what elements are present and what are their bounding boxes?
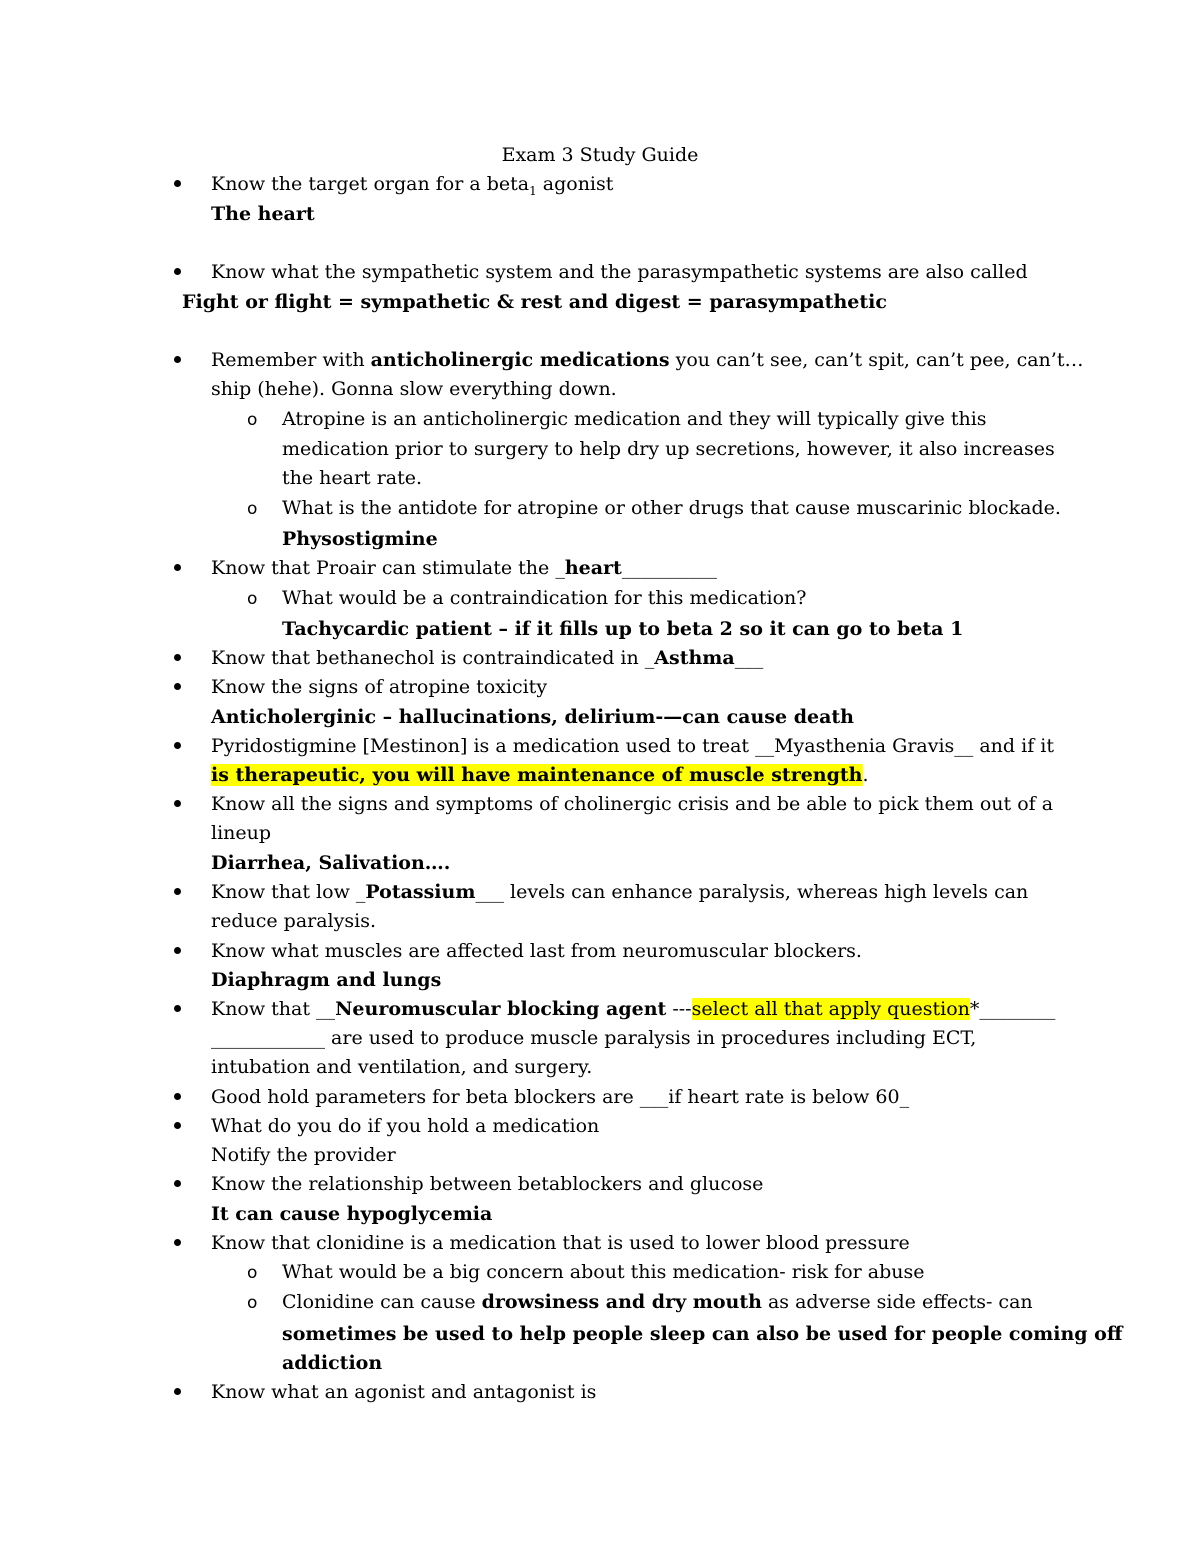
sub-list-item-continuation: the heart rate.: [282, 467, 423, 489]
list-item-continuation: intubation and ventilation, and surgery.: [211, 1056, 593, 1078]
list-item: Know what an agonist and antagonist is: [211, 1381, 597, 1403]
bullet-icon: [174, 937, 181, 967]
sub-list-item: Atropine is an anticholinergic medication and they will typically give this: [282, 408, 987, 430]
answer-text: Anticholerginic – hallucinations, delirium-—can cause death: [211, 706, 854, 728]
bullet-icon: [174, 1083, 181, 1113]
sub-bullet-icon: o: [247, 589, 258, 609]
answer-text: The heart: [211, 203, 315, 225]
list-item: What do you do if you hold a medication: [211, 1115, 600, 1137]
list-item: Remember with anticholinergic medications you can’t see, can’t spit, can’t pee, can’t…: [211, 349, 1084, 371]
list-item: Know the relationship between betablockers and glucose: [211, 1173, 764, 1195]
list-item: Know what muscles are affected last from neuromuscular blockers.: [211, 940, 862, 962]
bullet-icon: [174, 346, 181, 376]
list-item: Know that bethanechol is contraindicated in _Asthma___: [211, 647, 764, 669]
highlighted-text: select all that apply question: [691, 998, 970, 1020]
bullet-icon: [174, 995, 181, 1025]
bullet-icon: [174, 1170, 181, 1200]
list-item: Know that low _Potassium___ levels can enhance paralysis, whereas high levels can: [211, 881, 1029, 903]
list-item: Know what the sympathetic system and the parasympathetic systems are also called: [211, 261, 1028, 283]
sub-list-item: Clonidine can cause drowsiness and dry mouth as adverse side effects- can: [282, 1291, 1033, 1313]
list-item: Know all the signs and symptoms of cholinergic crisis and be able to pick them out of a: [211, 793, 1054, 815]
sub-bullet-icon: o: [247, 499, 258, 519]
answer-text: Physostigmine: [282, 528, 438, 550]
list-item: Know the target organ for a beta$_1$ agonist: [211, 173, 614, 198]
answer-text: sometimes be used to help people sleep can also be used for people coming off: [282, 1323, 1123, 1345]
bullet-icon: [174, 554, 181, 584]
bullet-icon: [174, 1229, 181, 1259]
list-item: Know the signs of atropine toxicity: [211, 676, 548, 698]
bullet-icon: [174, 170, 181, 200]
list-item: Know that __Neuromuscular blocking agent ---select all that apply question*________: [211, 998, 1056, 1020]
list-item: Know that clonidine is a medication that is used to lower blood pressure: [211, 1232, 910, 1254]
bullet-icon: [174, 258, 181, 288]
list-item: Know that Proair can stimulate the _heart__________: [211, 557, 717, 579]
sub-list-item: What is the antidote for atropine or other drugs that cause muscarinic blockade.: [282, 497, 1061, 519]
sub-bullet-icon: o: [247, 1263, 258, 1283]
answer-text: Notify the provider: [211, 1144, 396, 1166]
list-item-continuation: ____________ are used to produce muscle paralysis in procedures including ECT,: [211, 1027, 977, 1049]
list-item-continuation: ship (hehe). Gonna slow everything down.: [211, 378, 617, 400]
highlighted-text: is therapeutic, you will have maintenance of muscle strength: [211, 764, 863, 786]
bullet-icon: [174, 1378, 181, 1408]
list-item: Good hold parameters for beta blockers are ___if heart rate is below 60_: [211, 1086, 910, 1108]
answer-text: Fight or flight = sympathetic & rest and digest = parasympathetic: [182, 291, 887, 313]
list-item-continuation: reduce paralysis.: [211, 910, 376, 932]
bullet-icon: [174, 732, 181, 762]
sub-bullet-icon: o: [247, 1293, 258, 1313]
bullet-icon: [174, 790, 181, 820]
answer-text: Tachycardic patient – if it fills up to beta 2 so it can go to beta 1: [282, 618, 964, 640]
bullet-icon: [174, 644, 181, 674]
sub-bullet-icon: o: [247, 410, 258, 430]
answer-text: addiction: [282, 1352, 383, 1374]
sub-list-item: What would be a big concern about this medication- risk for abuse: [282, 1261, 925, 1283]
list-item-continuation: is therapeutic, you will have maintenance of muscle strength.: [211, 764, 869, 786]
list-item: Pyridostigmine [Mestinon] is a medication used to treat __Myasthenia Gravis__ and if it: [211, 735, 1054, 757]
list-item-continuation: lineup: [211, 822, 272, 844]
page-title: Exam 3 Study Guide: [501, 144, 699, 166]
bullet-icon: [174, 1112, 181, 1142]
answer-text: It can cause hypoglycemia: [211, 1203, 493, 1225]
answer-text: Diarrhea, Salivation….: [211, 852, 451, 874]
bullet-icon: [174, 673, 181, 703]
sub-list-item-continuation: medication prior to surgery to help dry up secretions, however, it also increases: [282, 438, 1055, 460]
sub-list-item: What would be a contraindication for this medication?: [282, 587, 807, 609]
answer-text: Diaphragm and lungs: [211, 969, 442, 991]
bullet-icon: [174, 878, 181, 908]
